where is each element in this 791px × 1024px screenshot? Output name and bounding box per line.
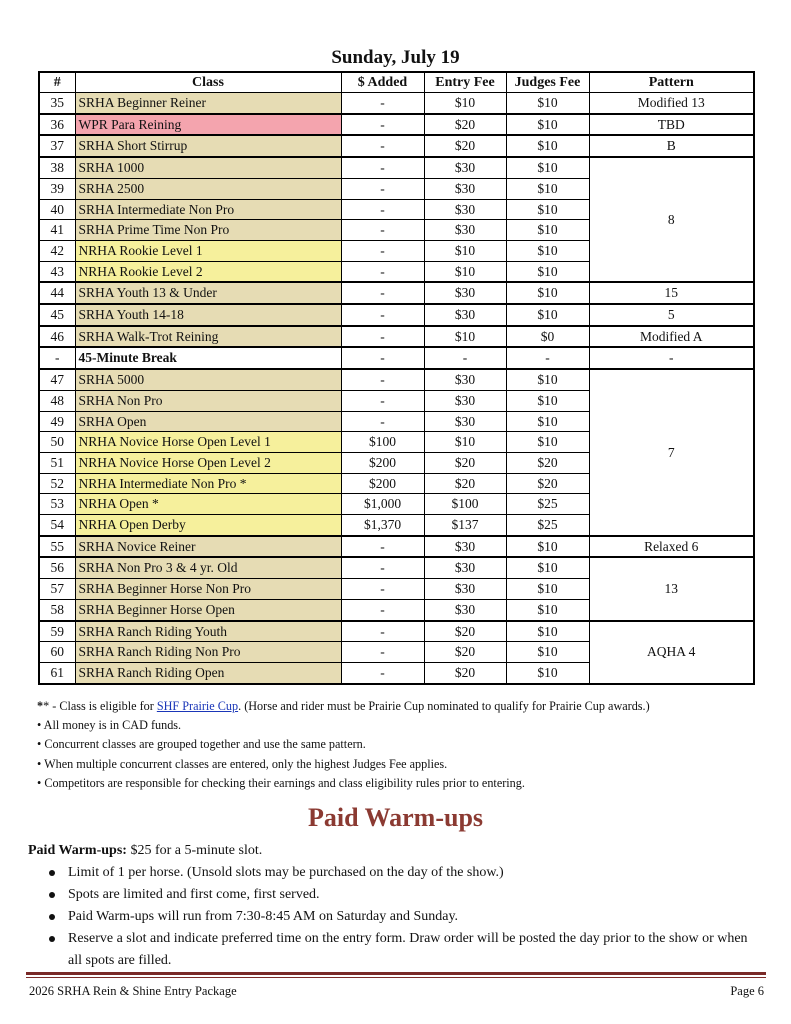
class-name-cell: SRHA Non Pro 3 & 4 yr. Old	[75, 557, 341, 578]
table-row	[39, 621, 754, 642]
judges-fee-cell: $10	[506, 261, 589, 282]
warmups-intro	[28, 843, 262, 859]
judges-fee-cell: -	[506, 347, 589, 369]
judges-fee-cell: $10	[506, 93, 589, 114]
class-name-cell: SRHA Ranch Riding Non Pro	[75, 642, 341, 663]
table-header-row	[39, 72, 754, 93]
header-class: Class	[75, 72, 341, 93]
header-pattern: Pattern	[589, 72, 754, 93]
class-number-cell: 37	[39, 135, 75, 157]
entry-fee-cell: $10	[424, 240, 506, 261]
list-item-text: Paid Warm-ups will run from 7:30-8:45 AM on Saturday and Sunday.	[68, 909, 459, 924]
table-row	[39, 369, 754, 390]
pattern-cell: Modified A	[589, 326, 754, 348]
pattern-cell: 15	[589, 282, 754, 304]
entry-fee-cell: $137	[424, 515, 506, 536]
entry-fee-cell: $100	[424, 494, 506, 515]
class-name-cell: SRHA Novice Reiner	[75, 536, 341, 558]
entry-fee-cell: $30	[424, 369, 506, 390]
pattern-cell: 13	[589, 557, 754, 620]
bullet-icon	[49, 936, 55, 942]
added-money-cell: -	[341, 93, 424, 114]
added-money-cell: $200	[341, 452, 424, 473]
class-number-cell: 51	[39, 452, 75, 473]
judges-fee-cell: $20	[506, 473, 589, 494]
header-number: #	[39, 72, 75, 93]
entry-fee-cell: $30	[424, 579, 506, 600]
added-money-cell: -	[341, 599, 424, 620]
pattern-cell: B	[589, 135, 754, 157]
table-row	[39, 114, 754, 136]
entry-fee-cell: $10	[424, 261, 506, 282]
table-row	[39, 557, 754, 578]
class-name-cell: 45-Minute Break	[75, 347, 341, 369]
pattern-cell: TBD	[589, 114, 754, 136]
added-money-cell: -	[341, 642, 424, 663]
judges-fee-cell: $10	[506, 536, 589, 558]
class-number-cell: 47	[39, 369, 75, 390]
footer-title: 2026 SRHA Rein & Shine Entry Package	[29, 984, 237, 998]
judges-fee-cell: $10	[506, 579, 589, 600]
class-number-cell: 38	[39, 157, 75, 178]
added-money-cell: -	[341, 135, 424, 157]
header-added: $ Added	[341, 72, 424, 93]
judges-fee-cell: $10	[506, 135, 589, 157]
list-item-text: Spots are limited and first come, first served.	[68, 887, 320, 902]
class-number-cell: 49	[39, 411, 75, 432]
class-name-cell: SRHA Youth 14-18	[75, 304, 341, 326]
added-money-cell: -	[341, 536, 424, 558]
class-name-cell: SRHA Open	[75, 411, 341, 432]
table-row	[39, 326, 754, 348]
class-name-cell: NRHA Rookie Level 2	[75, 261, 341, 282]
added-money-cell: -	[341, 390, 424, 411]
judges-fee-cell: $25	[506, 515, 589, 536]
judges-fee-cell: $10	[506, 390, 589, 411]
class-number-cell: 45	[39, 304, 75, 326]
class-name-cell: NRHA Open Derby	[75, 515, 341, 536]
added-money-cell: -	[341, 304, 424, 326]
judges-fee-cell: $10	[506, 411, 589, 432]
entry-fee-cell: $30	[424, 536, 506, 558]
note-prefix: * - Class is eligible for	[43, 699, 157, 713]
class-number-cell: 40	[39, 199, 75, 220]
added-money-cell: -	[341, 114, 424, 136]
judges-fee-cell: $10	[506, 178, 589, 199]
entry-fee-cell: $20	[424, 621, 506, 642]
class-name-cell: NRHA Intermediate Non Pro *	[75, 473, 341, 494]
class-name-cell: SRHA 5000	[75, 369, 341, 390]
entry-fee-cell: -	[424, 347, 506, 369]
list-item	[49, 906, 759, 928]
judges-fee-cell: $10	[506, 199, 589, 220]
class-name-cell: SRHA Non Pro	[75, 390, 341, 411]
judges-fee-cell: $10	[506, 621, 589, 642]
class-name-cell: SRHA Beginner Horse Non Pro	[75, 579, 341, 600]
list-item-text: Reserve a slot and indicate preferred time on the entry form. Draw order will be posted the day prior to the show or when all spots are filled.	[68, 931, 748, 968]
class-schedule-table	[38, 71, 755, 685]
note-item: • Competitors are responsible for checking their earnings and class eligibility rules prior to entering.	[37, 775, 525, 790]
table-row	[39, 347, 754, 369]
judges-fee-cell: $10	[506, 599, 589, 620]
added-money-cell: -	[341, 662, 424, 683]
added-money-cell: -	[341, 621, 424, 642]
judges-fee-cell: $10	[506, 557, 589, 578]
list-item-text: Limit of 1 per horse. (Unsold slots may be purchased on the day of the show.)	[68, 865, 504, 880]
judges-fee-cell: $25	[506, 494, 589, 515]
added-money-cell: -	[341, 157, 424, 178]
note-item: • All money is in CAD funds.	[37, 718, 182, 733]
class-number-cell: 46	[39, 326, 75, 348]
added-money-cell: $200	[341, 473, 424, 494]
judges-fee-cell: $10	[506, 114, 589, 136]
class-name-cell: SRHA Prime Time Non Pro	[75, 220, 341, 241]
list-item	[49, 884, 759, 906]
class-name-cell: SRHA Beginner Horse Open	[75, 599, 341, 620]
entry-fee-cell: $20	[424, 662, 506, 683]
pattern-cell: 5	[589, 304, 754, 326]
entry-fee-cell: $30	[424, 411, 506, 432]
entry-fee-cell: $20	[424, 135, 506, 157]
added-money-cell: -	[341, 220, 424, 241]
entry-fee-cell: $30	[424, 157, 506, 178]
class-name-cell: SRHA 1000	[75, 157, 341, 178]
note-suffix: . (Horse and rider must be Prairie Cup nominated to qualify for Prairie Cup awards.)	[238, 699, 650, 713]
judges-fee-cell: $20	[506, 452, 589, 473]
warmups-intro-text: $25 for a 5-minute slot.	[126, 843, 263, 858]
table-row	[39, 157, 754, 178]
pattern-cell: Relaxed 6	[589, 536, 754, 558]
class-number-cell: 60	[39, 642, 75, 663]
class-number-cell: 59	[39, 621, 75, 642]
added-money-cell: -	[341, 411, 424, 432]
judges-fee-cell: $10	[506, 642, 589, 663]
entry-fee-cell: $30	[424, 220, 506, 241]
notes	[37, 697, 650, 793]
entry-fee-cell: $10	[424, 93, 506, 114]
entry-fee-cell: $30	[424, 199, 506, 220]
header-entry-fee: Entry Fee	[424, 72, 506, 93]
class-name-cell: NRHA Novice Horse Open Level 2	[75, 452, 341, 473]
footer-rule-thick	[26, 972, 766, 975]
judges-fee-cell: $10	[506, 282, 589, 304]
bullet-icon	[49, 870, 55, 876]
table-row	[39, 282, 754, 304]
class-number-cell: 42	[39, 240, 75, 261]
added-money-cell: -	[341, 347, 424, 369]
note-prairie-cup: ** - Class is eligible for SHF Prairie Cup. (Horse and rider must be Prairie Cup nominated to qualify for Prairie Cup awards.)	[37, 699, 650, 713]
entry-fee-cell: $30	[424, 304, 506, 326]
judges-fee-cell: $10	[506, 369, 589, 390]
pattern-cell: AQHA 4	[589, 621, 754, 684]
list-item	[49, 928, 759, 972]
entry-fee-cell: $20	[424, 473, 506, 494]
class-number-cell: 36	[39, 114, 75, 136]
judges-fee-cell: $10	[506, 432, 589, 453]
added-money-cell: -	[341, 178, 424, 199]
footer-rule-thin	[26, 977, 766, 978]
entry-fee-cell: $10	[424, 432, 506, 453]
page-title: Sunday, July 19	[331, 47, 460, 68]
class-number-cell: 35	[39, 93, 75, 114]
class-name-cell: SRHA Ranch Riding Youth	[75, 621, 341, 642]
judges-fee-cell: $0	[506, 326, 589, 348]
added-money-cell: $1,370	[341, 515, 424, 536]
added-money-cell: -	[341, 261, 424, 282]
class-number-cell: 50	[39, 432, 75, 453]
class-name-cell: NRHA Open *	[75, 494, 341, 515]
table-row	[39, 93, 754, 114]
class-number-cell: 53	[39, 494, 75, 515]
judges-fee-cell: $10	[506, 240, 589, 261]
class-number-cell: 52	[39, 473, 75, 494]
class-number-cell: 57	[39, 579, 75, 600]
warmups-heading: Paid Warm-ups	[307, 803, 484, 832]
pattern-cell: Modified 13	[589, 93, 754, 114]
note-item: • Concurrent classes are grouped together and use the same pattern.	[37, 737, 366, 752]
table-row	[39, 135, 754, 157]
class-number-cell: 56	[39, 557, 75, 578]
entry-fee-cell: $20	[424, 642, 506, 663]
prairie-cup-link[interactable]: SHF Prairie Cup	[156, 699, 239, 713]
added-money-cell: -	[341, 579, 424, 600]
entry-fee-cell: $30	[424, 390, 506, 411]
table-row	[39, 304, 754, 326]
class-number-cell: 41	[39, 220, 75, 241]
added-money-cell: -	[341, 326, 424, 348]
class-name-cell: SRHA Short Stirrup	[75, 135, 341, 157]
page-number: Page 6	[730, 984, 764, 998]
added-money-cell: $100	[341, 432, 424, 453]
class-number-cell: 44	[39, 282, 75, 304]
pattern-cell: -	[589, 347, 754, 369]
entry-fee-cell: $30	[424, 599, 506, 620]
entry-fee-cell: $30	[424, 178, 506, 199]
class-name-cell: NRHA Novice Horse Open Level 1	[75, 432, 341, 453]
class-name-cell: SRHA Walk-Trot Reining	[75, 326, 341, 348]
judges-fee-cell: $10	[506, 220, 589, 241]
judges-fee-cell: $10	[506, 662, 589, 683]
entry-fee-cell: $30	[424, 557, 506, 578]
class-name-cell: SRHA Youth 13 & Under	[75, 282, 341, 304]
entry-fee-cell: $20	[424, 114, 506, 136]
class-number-cell: 58	[39, 599, 75, 620]
class-number-cell: -	[39, 347, 75, 369]
warmups-list	[49, 862, 759, 972]
class-number-cell: 48	[39, 390, 75, 411]
class-number-cell: 43	[39, 261, 75, 282]
class-number-cell: 55	[39, 536, 75, 558]
list-item	[49, 862, 759, 884]
class-number-cell: 61	[39, 662, 75, 683]
added-money-cell: -	[341, 282, 424, 304]
entry-fee-cell: $10	[424, 326, 506, 348]
class-number-cell: 39	[39, 178, 75, 199]
class-name-cell: SRHA Intermediate Non Pro	[75, 199, 341, 220]
added-money-cell: $1,000	[341, 494, 424, 515]
table-body	[39, 93, 754, 684]
warmups-intro-label: Paid Warm-ups:	[28, 843, 127, 858]
bullet-icon	[49, 892, 55, 898]
entry-fee-cell: $20	[424, 452, 506, 473]
class-number-cell: 54	[39, 515, 75, 536]
class-name-cell: SRHA 2500	[75, 178, 341, 199]
class-name-cell: SRHA Ranch Riding Open	[75, 662, 341, 683]
table-row	[39, 536, 754, 558]
pattern-cell: 7	[589, 369, 754, 536]
header-judges-fee: Judges Fee	[506, 72, 589, 93]
added-money-cell: -	[341, 557, 424, 578]
judges-fee-cell: $10	[506, 157, 589, 178]
added-money-cell: -	[341, 240, 424, 261]
class-name-cell: WPR Para Reining	[75, 114, 341, 136]
added-money-cell: -	[341, 369, 424, 390]
entry-fee-cell: $30	[424, 282, 506, 304]
added-money-cell: -	[341, 199, 424, 220]
pattern-cell: 8	[589, 157, 754, 282]
class-name-cell: SRHA Beginner Reiner	[75, 93, 341, 114]
bullet-icon	[49, 914, 55, 920]
class-name-cell: NRHA Rookie Level 1	[75, 240, 341, 261]
note-item: • When multiple concurrent classes are entered, only the highest Judges Fee applies.	[37, 756, 448, 771]
judges-fee-cell: $10	[506, 304, 589, 326]
